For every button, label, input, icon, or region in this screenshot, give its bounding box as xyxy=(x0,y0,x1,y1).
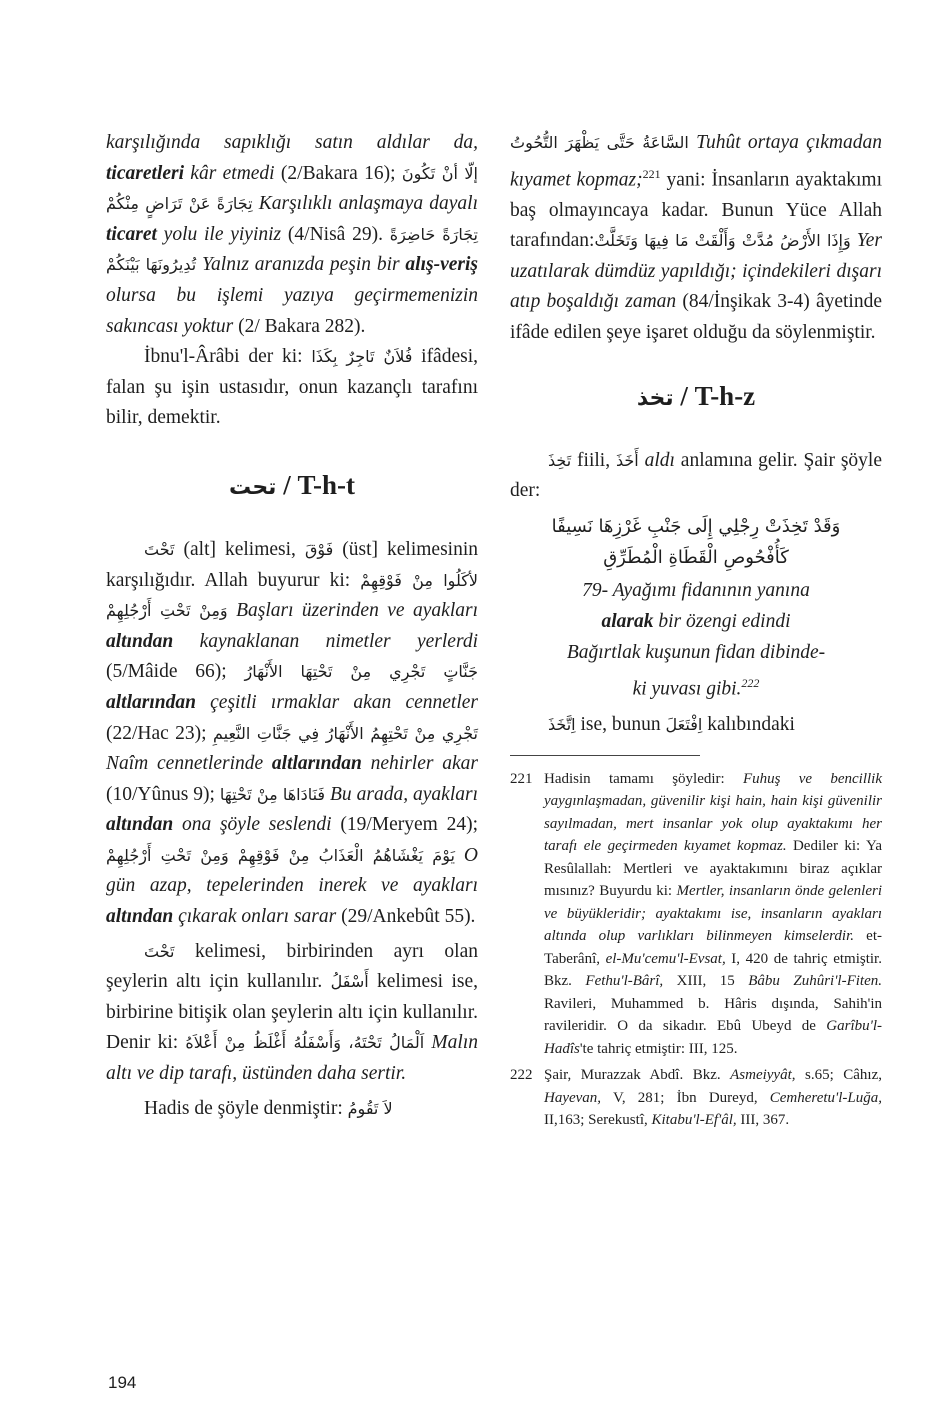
arabic-text: تَحْتَ xyxy=(144,539,175,559)
text-run: aldı xyxy=(638,449,675,471)
verse-line xyxy=(510,668,882,705)
arabic-text: أَخَذَ xyxy=(615,450,639,470)
arabic-text: فَنَادَاهَا مِنْ تَحْتِهَا xyxy=(219,784,326,804)
text-run: altlarından xyxy=(106,691,196,713)
arabic-text: تَحْتَ xyxy=(144,941,175,961)
arabic-text: السَّاعَةُ حَتَّى يَظْهَرَ التُّحُوتُ xyxy=(510,133,689,152)
verse-line xyxy=(510,637,882,668)
text-run: II,163; Serekustî, xyxy=(544,1112,652,1129)
text-run: 79- Ayağımı fidanının yanına xyxy=(582,579,810,601)
footnote-reference: 221 xyxy=(642,166,661,181)
text-run: kelimesi ise, birbirine bitişik olan şeylerin altı için kullanılır. Denir ki: xyxy=(106,971,478,1054)
paragraph xyxy=(106,535,478,933)
text-run: kaynaklanan nimetler yerlerdi xyxy=(173,630,478,652)
text-run: çıkarak onları sarar xyxy=(173,906,337,928)
text-run: (2/Bakara 16); xyxy=(274,162,402,184)
text-run: Fethu'l-Bârî, xyxy=(585,973,664,990)
footnote-number: 222 xyxy=(510,1067,533,1084)
arabic-text: أَسْفَلُ xyxy=(330,972,369,992)
text-run: III, 367. xyxy=(736,1112,790,1129)
paragraph xyxy=(510,710,882,741)
text-run: (5/Mâide 66); xyxy=(106,661,245,683)
text-run: et-Taberânî, xyxy=(544,928,882,967)
text-run: ifâdesi, falan şu işin ustasıdır, onun kazançlı tarafını bilir, demektir. xyxy=(106,346,478,429)
text-run: alarak xyxy=(601,610,654,632)
heading-transliteration: / T-h-t xyxy=(283,469,355,500)
text-run: Tuhût ortaya çıkmadan kıyamet kopmaz; xyxy=(510,132,882,191)
paragraph xyxy=(106,128,478,342)
footnote xyxy=(510,768,882,1061)
text-run: yani: İnsanların ayaktakımı baş olmayıncaya kadar. Bunun Yüce Allah tarafından: xyxy=(510,169,882,252)
text-run: (üst] kelimesinin karşılığıdır. Allah buyurur ki: xyxy=(106,538,478,591)
left-column xyxy=(106,128,478,1124)
verse-arabic: كَأُفْحُوصِ الْقَطَاةِ الْمُطَرِّقِ xyxy=(603,546,789,568)
text-run: V, 281; İbn Dureyd, xyxy=(601,1089,770,1106)
footnote xyxy=(510,1064,882,1132)
text-run: anlamına gelir. Şair şöyle der: xyxy=(510,449,883,502)
text-run: Bu arada, ayakları xyxy=(325,783,479,805)
arabic-text: جَنَّاتٍ تَجْرِي مِنْ تَحْتِهَا الأَنْهَارُ xyxy=(244,662,478,682)
verse-arabic: وَقَدْ تَخِذَتْ رِجْلِي إِلَى جَنْبِ غَرْزِهَا نَسِيفًا xyxy=(551,515,841,537)
text-run: Şair, Murazzak Abdî. Bkz. xyxy=(544,1067,731,1084)
entry-heading xyxy=(106,468,478,505)
text-run: 'te tahriç etmiştir: III, 125. xyxy=(579,1040,738,1057)
page-number: 194 xyxy=(108,1373,137,1392)
arabic-text: اِتَّخَذَ xyxy=(548,715,576,735)
arabic-text: إلّا أنْ تَكُونَ تِجَارَةً عَنْ تَرَاضٍ مِنْكُمْ xyxy=(106,163,478,214)
arabic-text: وَإِذَا الأَرْضُ مُدَّتْ وَأَلْقَتْ مَا فِيهَا وَتَخَلَّتْ xyxy=(594,231,851,251)
heading-arabic-root: تحت xyxy=(229,474,277,500)
footnote-number: 221 xyxy=(510,770,533,787)
text-run: fiili, xyxy=(571,449,616,471)
text-run: Garîbu'l-Hadîs xyxy=(544,1018,882,1057)
text-run: nehirler akar xyxy=(361,753,478,775)
arabic-text: فُلاَنٌ تَاجِرٌ بِكَذَا xyxy=(311,347,413,367)
text-run: (4/Nisâ 29). xyxy=(281,223,390,245)
text-run: (22/Hac 23); xyxy=(106,722,213,744)
arabic-text: يَوْمَ يَغْشَاهُمُ الْعَذَابُ مِنْ فَوْقِهِمْ وَمِنْ تَحْتِ أَرْجُلِهِمْ xyxy=(106,845,455,865)
text-run: altlarından xyxy=(271,753,362,775)
text-run: el-Mu'cemu'l-Evsat, xyxy=(605,950,726,967)
text-run: (19/Meryem 24); xyxy=(331,814,478,836)
text-run: karşılığında sapıklığı satın aldılar da, xyxy=(106,132,478,153)
arabic-text: اَلْمَالُ تَحْتَهُ، وَأَسْفَلُهُ أَغْلَظُ مِنْ أَعْلاَهُ xyxy=(185,1033,425,1053)
text-run: bir özengi edindi xyxy=(653,610,791,632)
paragraph xyxy=(510,446,882,507)
text-run: altından xyxy=(106,906,174,928)
text-run: Mertler, insanların önde gelenleri ve büyükleridir; ayaktakımı ise, insanların ayakları altında olup varlıkları bilinmeyen kimselerdir. xyxy=(544,883,882,945)
arabic-text: تِجَارَةً حَاضِرَةً تُدِيرُونَهَا بَيْنَكُمْ xyxy=(106,224,478,275)
text-run: (29/Ankebût 55). xyxy=(336,906,476,928)
text-run: Başları üzerinden ve ayakları xyxy=(227,600,478,622)
arabic-text: اِفْتَعَلَ xyxy=(665,715,703,735)
entry-heading xyxy=(510,379,882,416)
text-run: kelimesi, birbirinden ayrı olan şeylerin altı için kullanılır. xyxy=(106,940,478,993)
text-run: çeşitli ırmaklar akan cennetler xyxy=(195,691,478,713)
footnote-separator xyxy=(510,755,700,756)
text-run: (10/Yûnus 9); xyxy=(106,783,220,805)
text-run: Cemheretu'l-Luğa, xyxy=(769,1089,882,1106)
text-run: O gün azap, tepelerinden inerek ve ayakları xyxy=(106,844,478,897)
arabic-text: تَجْرِي مِنْ تَحْتِهِمُ الأَنْهَارُ فِي جَنَّاتِ النَّعِيمِ xyxy=(212,723,479,743)
text-run: Fuhuş ve bencillik yaygınlaşmadan, güvenilir kişi hain, hain kişi güvenilir sayılmadan, mert insanlar yok olup ayaktakımı her tarafı ele geçirmeden kıyamet kopmaz. xyxy=(544,770,882,855)
text-run: (alt] kelimesi, xyxy=(174,538,305,560)
text-run: Kitabu'l-Ef'âl, xyxy=(651,1112,737,1129)
text-run: (2/ Bakara 282). xyxy=(233,315,366,337)
heading-arabic-root: تخذ xyxy=(636,385,674,411)
text-run: ticaret xyxy=(106,223,157,245)
right-column xyxy=(510,128,882,1132)
text-run: ticaretleri xyxy=(106,162,184,184)
paragraph xyxy=(106,937,478,1090)
text-run: Ravileri, Muhammed b. Hâris dışında, Sahih'in ravileridir. O da sikadır. Ebû Ubeyd de xyxy=(544,995,882,1035)
text-run: ise, bunun xyxy=(575,714,666,736)
text-run: Naîm cennetlerinde xyxy=(106,753,272,775)
text-run: Hadisin tamamı şöyledir: xyxy=(544,770,743,787)
text-run: Hayevan, xyxy=(544,1089,602,1106)
verse-translation xyxy=(510,575,882,705)
text-run: kâr etmedi xyxy=(183,162,275,184)
text-run: İbnu'l-Ârâbi der ki: xyxy=(144,346,312,368)
text-run: alış-veriş xyxy=(405,254,478,276)
text-run: Yer uzatılarak dümdüz yapıldığı; içindekileri dışarı atıp boşaldığı zaman xyxy=(510,230,882,313)
text-run: (84/İnşikak 3-4) âyetinde ifâde edilen şeye işaret olduğu da söylenmiştir. xyxy=(510,291,882,344)
text-run: Bâbu Zuhûri'l-Fiten. xyxy=(748,973,882,990)
verse-line xyxy=(510,606,882,637)
text-run: altından xyxy=(106,814,174,836)
text-run: I, 420 de tahriç etmiştir. Bkz. xyxy=(544,950,882,990)
text-run: Malın altı ve dip tarafı, üstünden daha sertir. xyxy=(106,1032,478,1085)
arabic-text: تَخِذَ xyxy=(548,450,572,470)
text-run: Asmeiyyât, xyxy=(730,1067,796,1084)
footnote-reference: 222 xyxy=(741,675,760,690)
paragraph xyxy=(106,342,478,434)
text-run: Hadis de şöyle denmiştir: xyxy=(144,1097,348,1119)
text-run: ona şöyle seslendi xyxy=(173,814,332,836)
arabic-text: فَوْقَ xyxy=(304,539,334,559)
poem-block xyxy=(510,511,882,705)
text-run: Karşılıklı anlaşmaya dayalı xyxy=(252,193,478,215)
text-run: kalıbındaki xyxy=(702,714,795,736)
text-run: altından xyxy=(106,630,174,652)
text-run: s.65; Câhız, xyxy=(795,1067,882,1084)
text-run: Dediler ki: Ya Resûlallah: Mertleri ve ayaktakımını biraz açıklar mısınız? Buyurdu ki: xyxy=(544,838,882,900)
text-run: yolu ile yiyiniz xyxy=(156,223,282,245)
text-run: olursa bu işlemi yazıya geçirmemenizin sakıncası yoktur xyxy=(106,284,478,337)
arabic-text: لأكَلُوا مِنْ فَوْقِهِمْ وَمِنْ تَحْتِ أَرْجُلِهِمْ xyxy=(106,570,478,621)
arabic-text: لاَ تَقُومُ xyxy=(347,1098,393,1118)
verse-line xyxy=(510,575,882,606)
text-run: Yalnız aranızda peşin bir xyxy=(196,254,406,276)
text-run: ki yuvası gibi. xyxy=(632,678,742,700)
heading-transliteration: / T-h-z xyxy=(680,380,756,411)
footnotes xyxy=(510,768,882,1132)
paragraph xyxy=(510,128,882,349)
text-run: Bağırtlak kuşunun fidan dibinde- xyxy=(566,641,826,663)
paragraph xyxy=(106,1094,478,1125)
text-run: XIII, 15 xyxy=(663,973,749,990)
